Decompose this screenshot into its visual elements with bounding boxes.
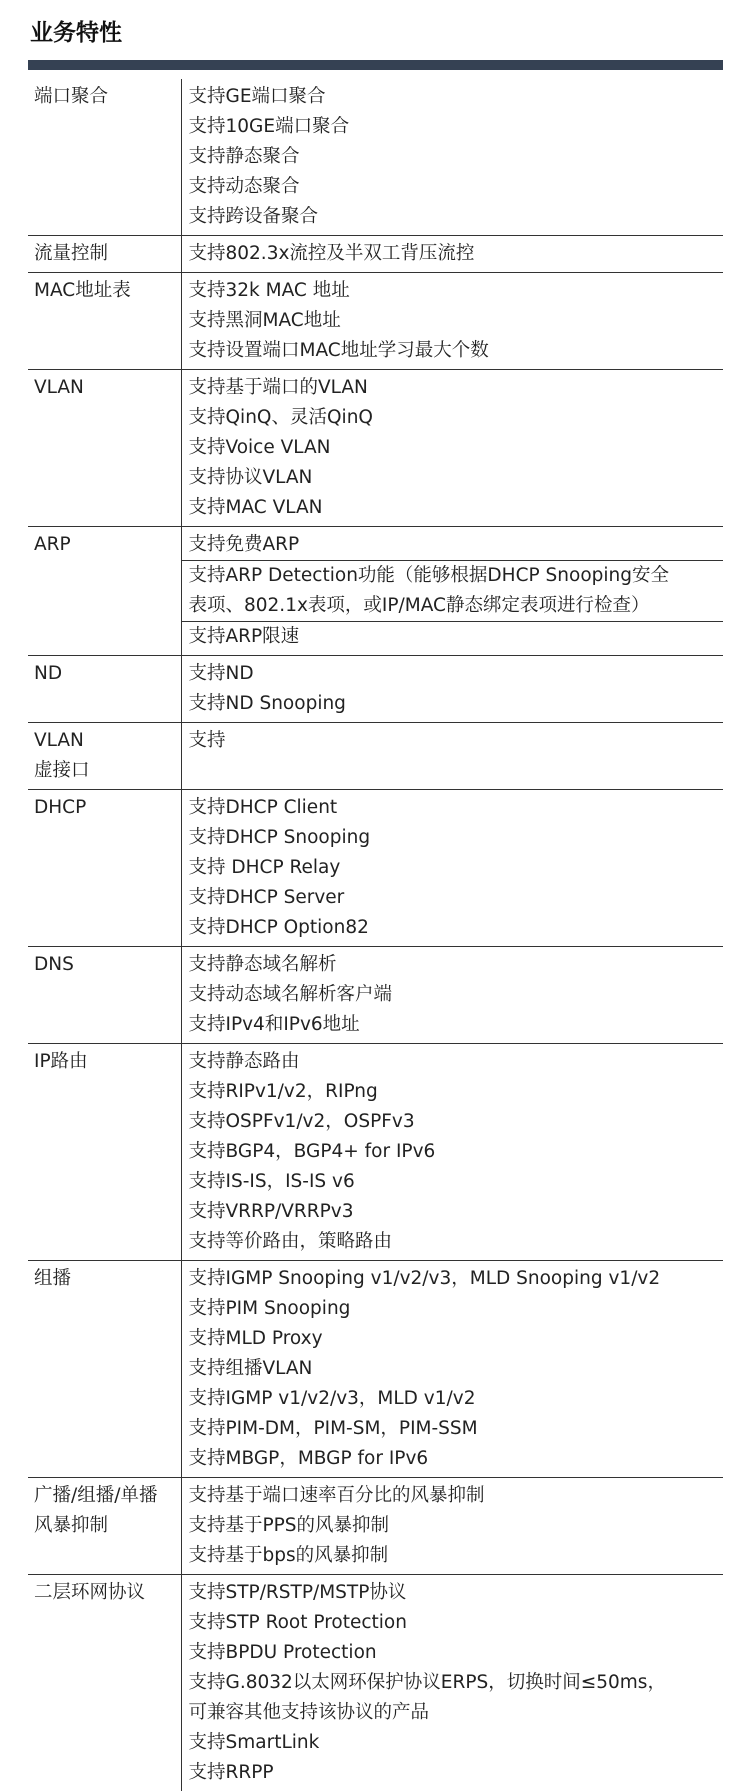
feature-cell — [181, 947, 723, 1044]
table-row — [28, 79, 723, 236]
category-label: 二层环网协议 — [34, 1578, 181, 1608]
feature-item: 支持DHCP Snooping — [189, 823, 724, 853]
feature-cell — [181, 790, 723, 947]
category-label: IP路由 — [34, 1047, 181, 1077]
category-label: 风暴抑制 — [34, 1511, 181, 1541]
feature-cell — [181, 370, 723, 527]
category-cell — [28, 1044, 181, 1261]
feature-subgroup — [182, 621, 724, 652]
category-cell — [28, 527, 181, 656]
category-cell — [28, 1261, 181, 1478]
feature-item: 支持 — [189, 726, 724, 756]
feature-item: 表项、802.1x表项，或IP/MAC静态绑定表项进行检查） — [189, 591, 724, 621]
category-cell — [28, 79, 181, 236]
feature-item: 支持PIM Snooping — [189, 1294, 724, 1324]
feature-item: 支持GE端口聚合 — [189, 82, 724, 112]
feature-table-body — [28, 79, 723, 1791]
table-row — [28, 1478, 723, 1575]
feature-item: 支持ARP Detection功能（能够根据DHCP Snooping安全 — [189, 561, 724, 591]
feature-cell — [181, 236, 723, 273]
feature-item: 支持IS-IS，IS-IS v6 — [189, 1167, 724, 1197]
feature-item: 支持动态域名解析客户端 — [189, 980, 724, 1010]
feature-cell — [181, 79, 723, 236]
feature-item: 支持32k MAC 地址 — [189, 276, 724, 306]
feature-item: 支持静态聚合 — [189, 142, 724, 172]
feature-cell — [181, 723, 723, 790]
category-cell — [28, 370, 181, 527]
feature-item: 支持ND — [189, 659, 724, 689]
feature-cell — [181, 1044, 723, 1261]
category-label: 广播/组播/单播 — [34, 1481, 181, 1511]
category-label: 流量控制 — [34, 239, 181, 269]
category-label: DHCP — [34, 793, 181, 823]
feature-item: 支持MLD Proxy — [189, 1324, 724, 1354]
feature-item: 支持G.8032以太网环保护协议ERPS，切换时间≤50ms， — [189, 1668, 724, 1698]
feature-item: 支持IPv4和IPv6地址 — [189, 1010, 724, 1040]
feature-item: 支持10GE端口聚合 — [189, 112, 724, 142]
feature-item: 支持免费ARP — [189, 530, 724, 560]
title-underline-bar — [28, 60, 723, 70]
feature-cell — [181, 1261, 723, 1478]
feature-item: 支持DHCP Client — [189, 793, 724, 823]
feature-item: 支持Voice VLAN — [189, 433, 724, 463]
feature-item: 支持BPDU Protection — [189, 1638, 724, 1668]
category-label: VLAN — [34, 726, 181, 756]
feature-item: 支持BGP4，BGP4+ for IPv6 — [189, 1137, 724, 1167]
feature-item: 支持黑洞MAC地址 — [189, 306, 724, 336]
feature-item: 支持PIM-DM，PIM-SM，PIM-SSM — [189, 1414, 724, 1444]
feature-cell — [181, 273, 723, 370]
category-label: VLAN — [34, 373, 181, 403]
feature-item: 支持动态聚合 — [189, 172, 724, 202]
feature-item: 支持DHCP Server — [189, 883, 724, 913]
table-row — [28, 370, 723, 527]
category-label: ND — [34, 659, 181, 689]
feature-item: 支持静态域名解析 — [189, 950, 724, 980]
feature-item: 支持等价路由，策略路由 — [189, 1227, 724, 1257]
feature-item: 支持STP/RSTP/MSTP协议 — [189, 1578, 724, 1608]
table-row — [28, 527, 723, 656]
feature-item: 支持802.3x流控及半双工背压流控 — [189, 239, 724, 269]
feature-item: 支持协议VLAN — [189, 463, 724, 493]
table-row — [28, 1044, 723, 1261]
table-row — [28, 947, 723, 1044]
feature-item: 支持RRPP — [189, 1758, 724, 1788]
category-label: ARP — [34, 530, 181, 560]
page-title: 业务特性 — [30, 14, 122, 47]
category-cell — [28, 947, 181, 1044]
feature-item: 支持MAC VLAN — [189, 493, 724, 523]
feature-item: 支持OSPFv1/v2，OSPFv3 — [189, 1107, 724, 1137]
feature-item: 支持静态路由 — [189, 1047, 724, 1077]
table-row — [28, 1575, 723, 1791]
feature-item: 支持SmartLink — [189, 1728, 724, 1758]
category-label: 组播 — [34, 1264, 181, 1294]
category-cell — [28, 723, 181, 790]
table-row — [28, 656, 723, 723]
category-cell — [28, 236, 181, 273]
feature-item: 支持RIPv1/v2，RIPng — [189, 1077, 724, 1107]
feature-item: 可兼容其他支持该协议的产品 — [189, 1698, 724, 1728]
category-cell — [28, 1478, 181, 1575]
feature-item: 支持DHCP Option82 — [189, 913, 724, 943]
category-label: MAC地址表 — [34, 276, 181, 306]
feature-item: 支持基于端口的VLAN — [189, 373, 724, 403]
feature-cell — [181, 656, 723, 723]
feature-item: 支持MBGP，MBGP for IPv6 — [189, 1444, 724, 1474]
feature-cell — [181, 1575, 723, 1791]
feature-item: 支持基于PPS的风暴抑制 — [189, 1511, 724, 1541]
table-row — [28, 236, 723, 273]
feature-item: 支持QinQ、灵活QinQ — [189, 403, 724, 433]
feature-item: 支持设置端口MAC地址学习最大个数 — [189, 336, 724, 366]
feature-subgroup — [189, 530, 724, 560]
feature-item: 支持跨设备聚合 — [189, 202, 724, 232]
feature-table — [28, 79, 723, 1791]
category-label: DNS — [34, 950, 181, 980]
category-cell — [28, 1575, 181, 1791]
feature-item: 支持STP Root Protection — [189, 1608, 724, 1638]
feature-item: 支持VRRP/VRRPv3 — [189, 1197, 724, 1227]
feature-cell — [181, 527, 723, 656]
feature-item: 支持基于端口速率百分比的风暴抑制 — [189, 1481, 724, 1511]
feature-item: 支持 DHCP Relay — [189, 853, 724, 883]
feature-subgroup — [182, 560, 724, 621]
table-row — [28, 790, 723, 947]
table-row — [28, 723, 723, 790]
table-row — [28, 273, 723, 370]
category-label: 虚接口 — [34, 756, 181, 786]
feature-item: 支持IGMP Snooping v1/v2/v3，MLD Snooping v1/v2 — [189, 1264, 724, 1294]
feature-item: 支持ND Snooping — [189, 689, 724, 719]
feature-item: 支持ARP限速 — [189, 622, 724, 652]
category-cell — [28, 273, 181, 370]
feature-item: 支持基于bps的风暴抑制 — [189, 1541, 724, 1571]
feature-item: 支持组播VLAN — [189, 1354, 724, 1384]
feature-item: 支持IGMP v1/v2/v3，MLD v1/v2 — [189, 1384, 724, 1414]
table-row — [28, 1261, 723, 1478]
category-cell — [28, 790, 181, 947]
feature-cell — [181, 1478, 723, 1575]
category-cell — [28, 656, 181, 723]
category-label: 端口聚合 — [34, 82, 181, 112]
